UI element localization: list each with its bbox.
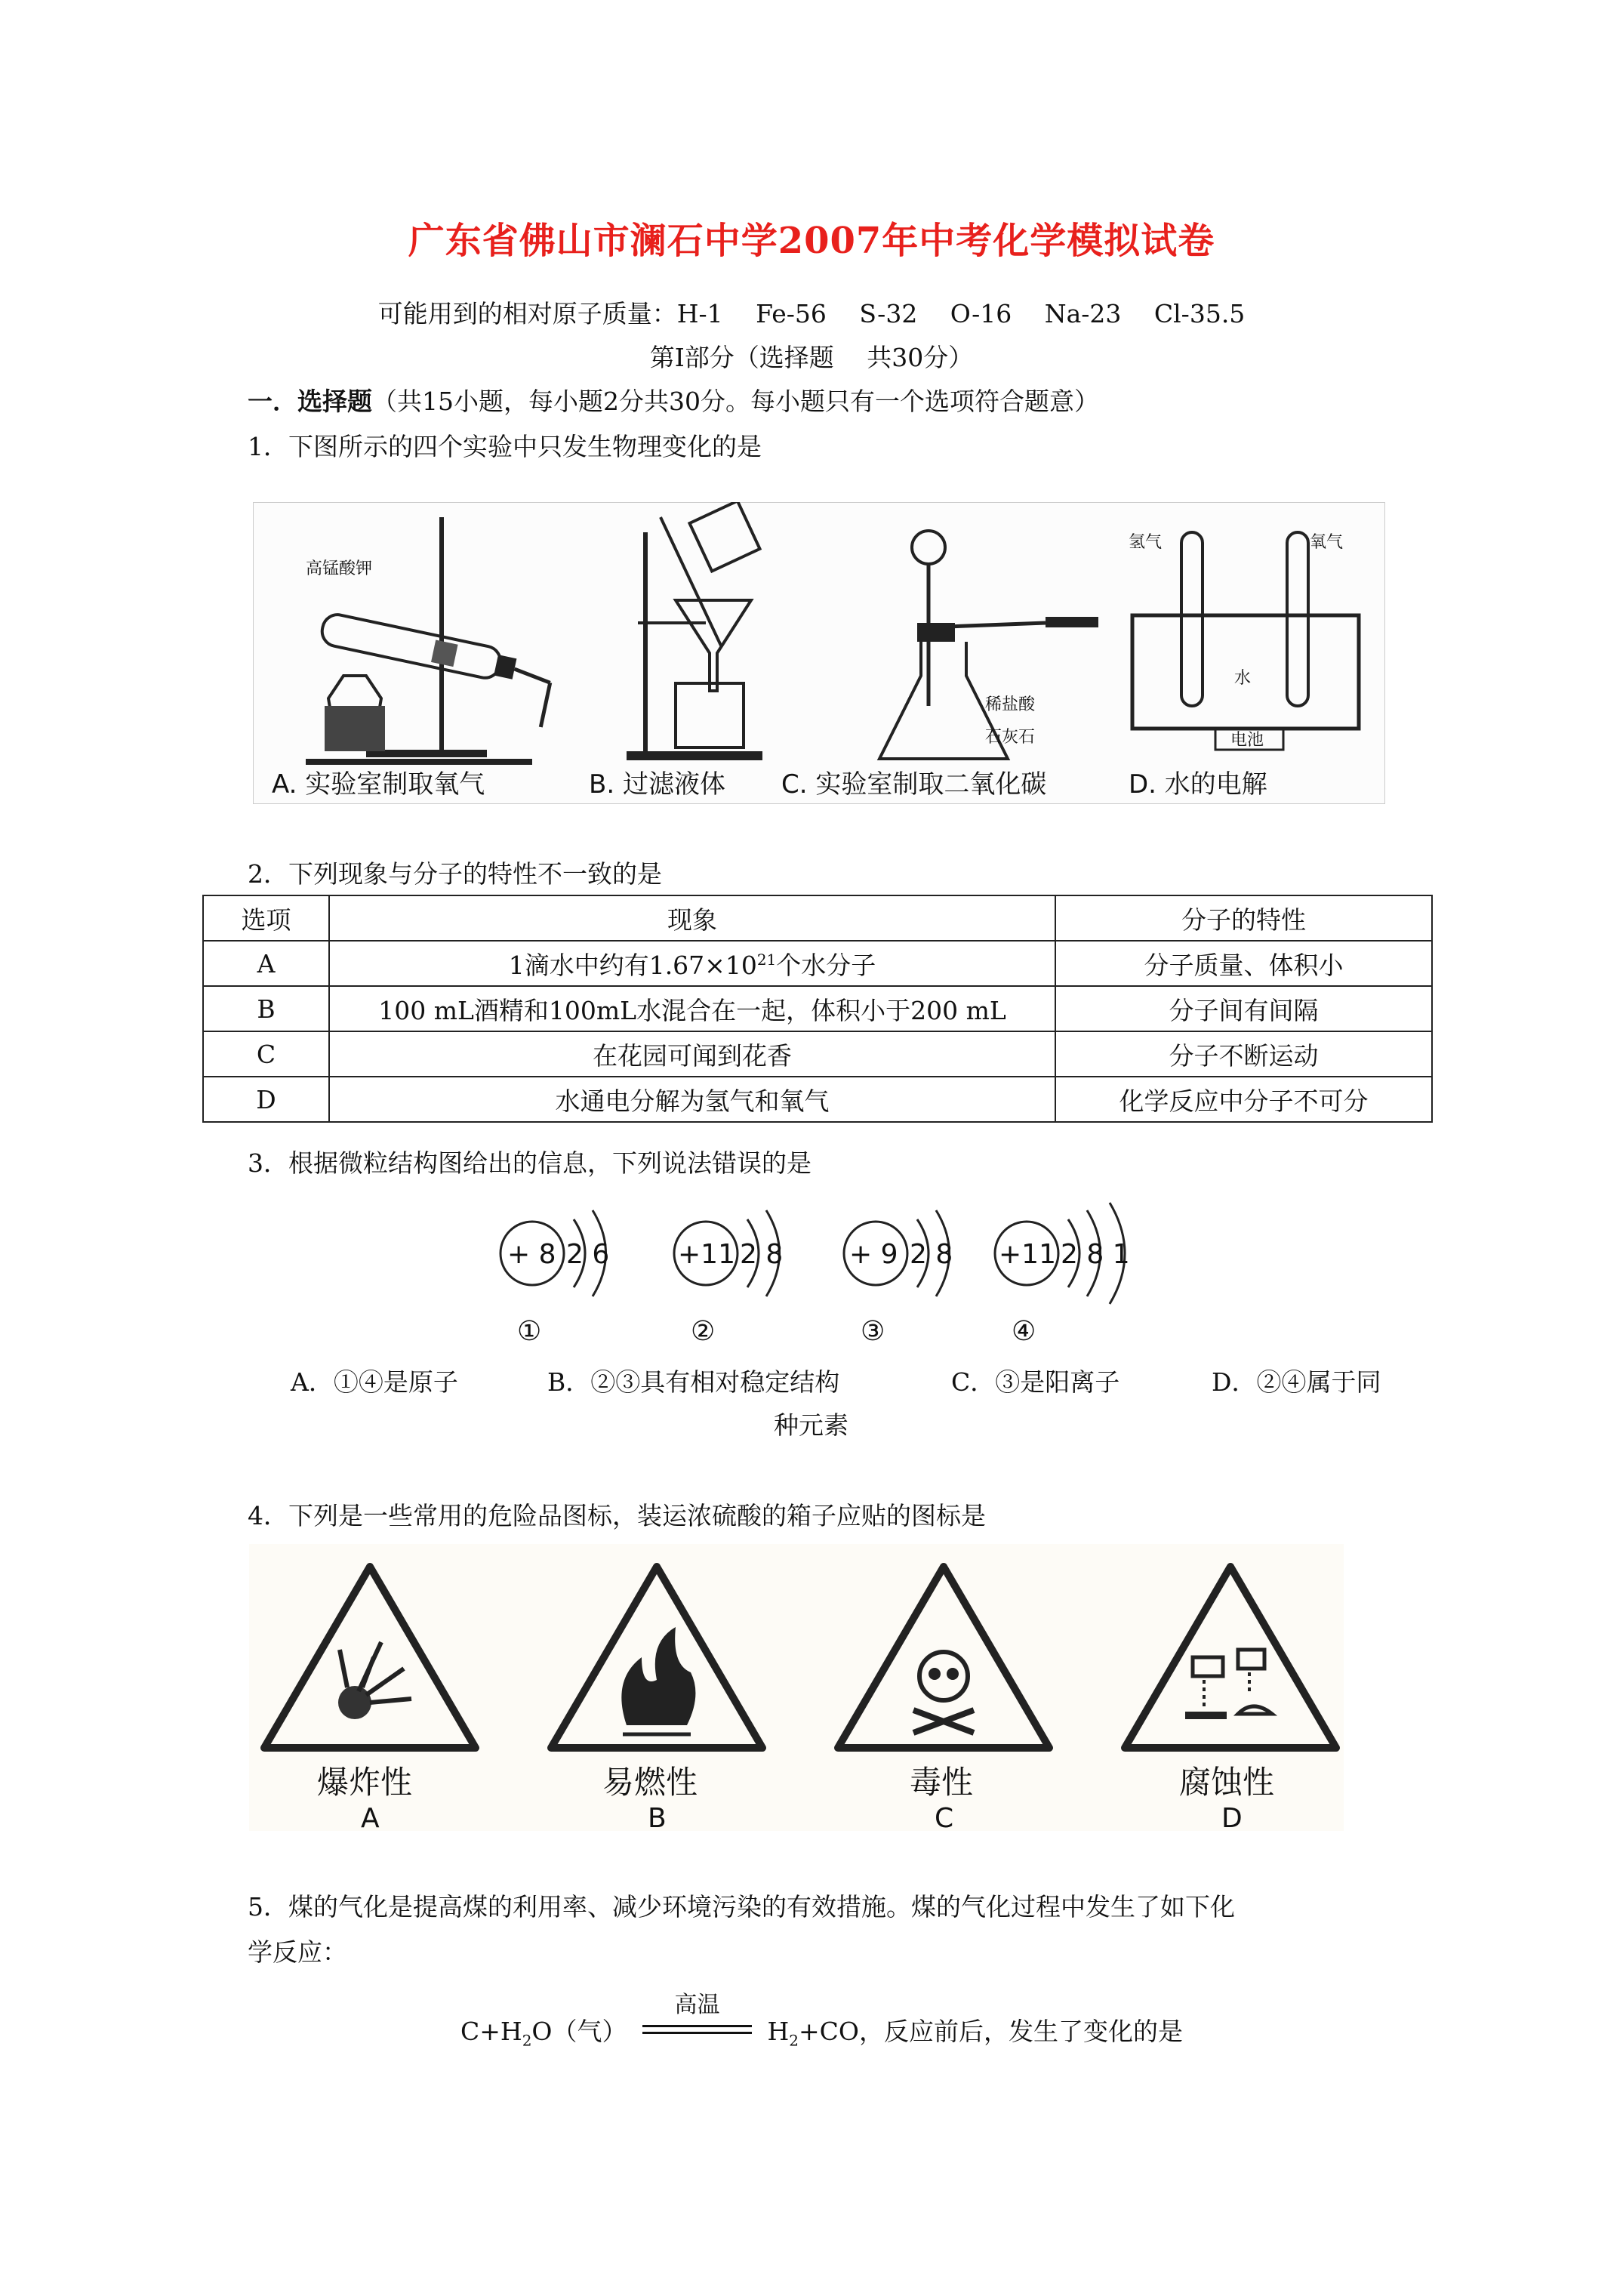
section-desc: （共15小题，每小题2分共30分。每小题只有一个选项符合题意） [372,387,1099,416]
q4-stem: 4．下列是一些常用的危险品图标，装运浓硫酸的箱子应贴的图标是 [248,1501,986,1530]
eq-sub-2: 2 [789,2031,799,2050]
q3-figure [483,1189,1163,1363]
label-oxygen: 氧气 [1310,533,1344,552]
particle-3 [844,1210,953,1347]
eq-right: +CO，反应前后，发生了变化的是 [799,2017,1183,2046]
label-water: 水 [1234,669,1252,688]
eq-left: C+H [460,2017,522,2046]
shells-3: 2 8 [910,1239,953,1270]
label-hydrogen: 氢气 [1129,533,1163,552]
label-kmno4: 高锰酸钾 [306,559,373,578]
caption-d: D. 水的电解 [1129,769,1267,800]
row-property: 分子质量、体积小 [1055,941,1432,986]
section-heading [248,382,1099,418]
row-phenomenon: 水通电分解为氢气和氧气 [329,1077,1055,1122]
mark-3: ③ [861,1316,885,1347]
atomic-mass-line: 可能用到的相对原子质量：H-1 Fe-56 S-32 O-16 Na-23 Cl-35.5 [377,299,1246,328]
row-option: B [203,986,329,1031]
hazard-letter-b: B [648,1803,667,1831]
q3-stem: 3．根据微粒结构图给出的信息，下列说法错误的是 [248,1148,812,1178]
row-phenomenon [329,941,1055,986]
row-option: A [203,941,329,986]
q3-option-d: D．②④属于同 [1212,1367,1381,1397]
row-phenomenon: 在花园可闻到花香 [329,1031,1055,1077]
q5-equation [460,1992,1183,2050]
section-label: 一．选择题 [248,387,372,416]
hazard-name-d: 腐蚀性 [1179,1764,1275,1801]
header-property: 分子的特性 [1055,895,1432,941]
label-limestone: 石灰石 [985,728,1036,747]
row-property: 分子不断运动 [1055,1031,1432,1077]
caption-a: A. 实验室制取氧气 [272,769,485,800]
label-battery: 电池 [1230,731,1264,750]
hazard-letter-a: A [361,1803,380,1831]
table-row [203,1077,1432,1122]
eq-mid: O（气） [531,2017,627,2046]
eq-sub-1: 2 [522,2031,532,2050]
table-row [203,986,1432,1031]
row-property: 分子间有间隔 [1055,986,1432,1031]
mark-4: ④ [1012,1316,1036,1347]
row-option: D [203,1077,329,1122]
particle-4 [995,1203,1130,1347]
nucleus-4: +11 [999,1239,1056,1270]
table-row [203,941,1432,986]
row-property: 化学反应中分子不可分 [1055,1077,1432,1122]
page-title: 广东省佛山市澜石中学2007年中考化学模拟试卷 [408,220,1215,262]
nucleus-2: +11 [678,1239,735,1270]
hazard-letter-c: C [935,1803,954,1831]
eq-right-h: H [767,2017,790,2046]
mark-1: ① [517,1316,542,1347]
nucleus-1: + 8 [507,1239,556,1270]
caption-c: C. 实验室制取二氧化碳 [781,769,1047,800]
q1-figure [253,502,1385,804]
q4-figure [249,1544,1344,1831]
eq-condition: 高温 [674,1992,720,2018]
header-phenomenon: 现象 [329,895,1055,941]
nucleus-3: + 9 [849,1239,898,1270]
q3-option-b: B．②③具有相对稳定结构 [547,1367,840,1397]
mark-2: ② [691,1316,716,1347]
q3-option-d-cont: 种元素 [774,1410,848,1440]
eq-line-bottom [642,2032,752,2034]
hazard-letter-d: D [1221,1803,1243,1831]
q2-table [202,895,1433,1123]
row-phenomenon: 100 mL酒精和100mL水混合在一起，体积小于200 mL [329,986,1055,1031]
q5-stem-1: 5．煤的气化是提高煤的利用率、减少环境污染的有效措施。煤的气化过程中发生了如下化 [248,1892,1235,1922]
hazard-name-a: 爆炸性 [317,1764,413,1801]
hazard-name-c: 毒性 [910,1764,974,1801]
shells-2: 2 8 [740,1239,784,1270]
q3-option-c: C．③是阳离子 [951,1367,1120,1397]
hazard-name-b: 易燃性 [602,1764,698,1801]
phen-post: 个水分子 [776,950,876,980]
particle-2 [674,1210,783,1347]
q5-stem-2: 学反应： [248,1937,347,1967]
shells-4: 2 8 1 [1061,1239,1130,1270]
part-heading: 第Ⅰ部分（选择题 共30分） [649,343,974,372]
phen-pre: 1滴水中约有1.67×10 [508,950,757,980]
table-header-row [203,895,1432,941]
eq-line-top [642,2025,752,2027]
eq-arrow [642,1992,752,2045]
row-option: C [203,1031,329,1077]
phen-sup: 21 [756,950,777,969]
table-row [203,1031,1432,1077]
q3-option-a: A．①④是原子 [291,1367,458,1397]
label-hcl: 稀盐酸 [985,695,1036,714]
particle-1 [500,1210,609,1347]
q1-stem: 1．下图所示的四个实验中只发生物理变化的是 [248,432,762,461]
header-option: 选项 [203,895,329,941]
shells-1: 2 6 [566,1239,610,1270]
q2-stem: 2．下列现象与分子的特性不一致的是 [248,859,662,889]
caption-b: B. 过滤液体 [589,769,725,800]
